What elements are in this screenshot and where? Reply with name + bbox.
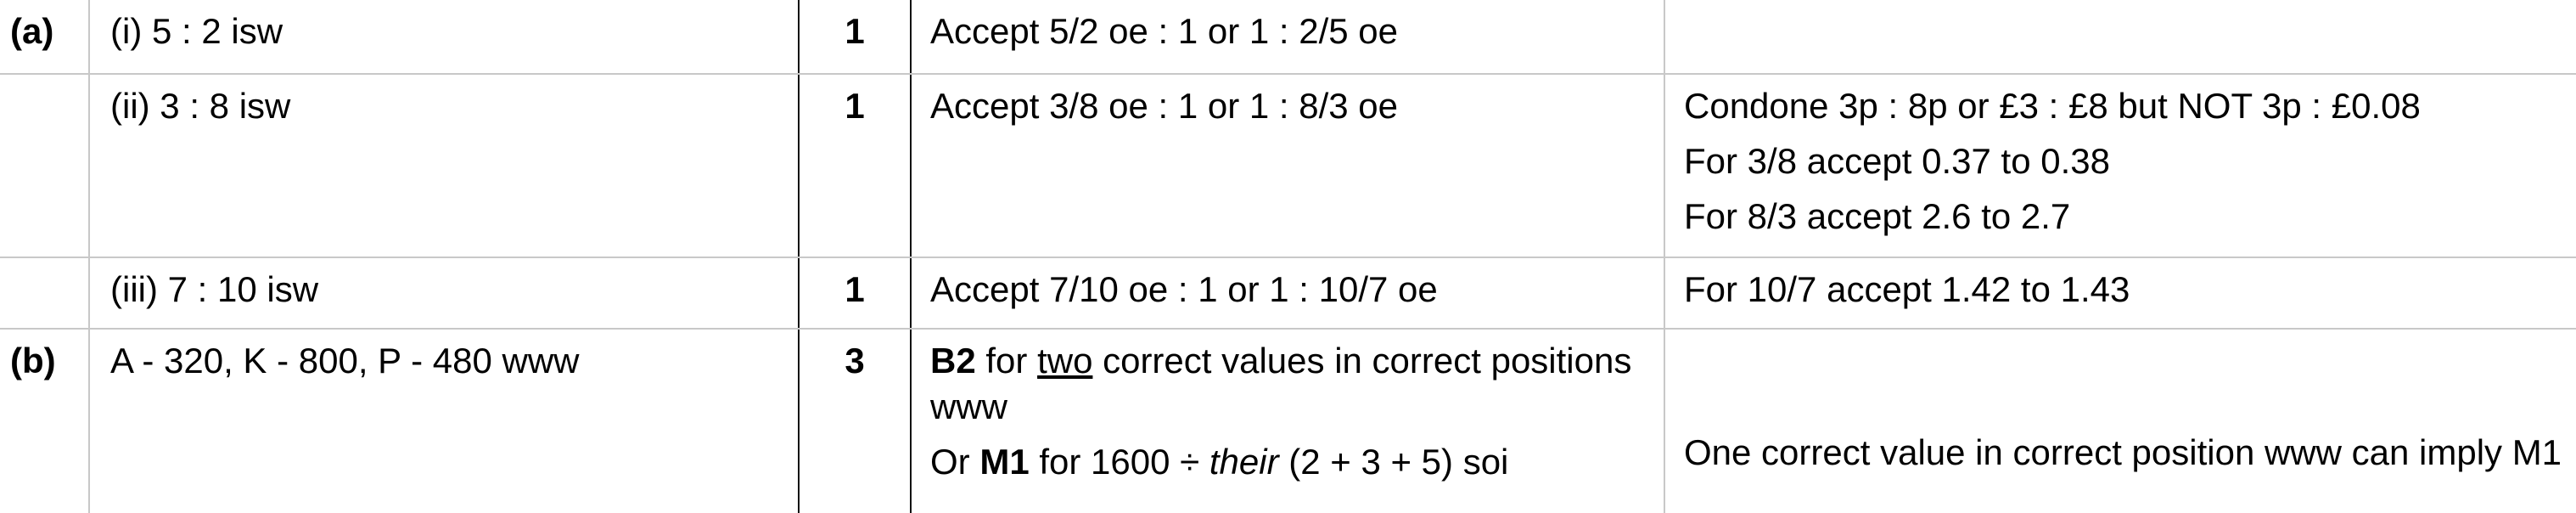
- marks-cell: 3: [799, 329, 911, 513]
- note-line: For 8/3 accept 2.6 to 2.7: [1684, 196, 2071, 236]
- note-line: For 10/7 accept 1.42 to 1.43: [1684, 269, 2130, 309]
- b2-mark-code: B2: [930, 341, 976, 381]
- part-label: [0, 74, 89, 257]
- italic-word: their: [1209, 442, 1279, 482]
- guidance-line: Accept 3/8 oe : 1 or 1 : 8/3 oe: [930, 86, 1399, 126]
- guidance-cell: [911, 329, 1664, 513]
- note-line: For 3/8 accept 0.37 to 0.38: [1684, 141, 2110, 181]
- guidance-cell: [911, 74, 1664, 257]
- notes-cell: [1664, 0, 2576, 74]
- guidance-cell: [911, 257, 1664, 329]
- guidance-line: Accept 7/10 oe : 1 or 1 : 10/7 oe: [930, 269, 1438, 309]
- table-row: [0, 257, 2576, 329]
- answer-cell: (ii) 3 : 8 isw: [89, 74, 799, 257]
- guidance-cell: [911, 0, 1664, 74]
- answer-cell: A - 320, K - 800, P - 480 www: [89, 329, 799, 513]
- answer-cell: (iii) 7 : 10 isw: [89, 257, 799, 329]
- table-row: [0, 74, 2576, 257]
- part-label: (b): [10, 341, 56, 381]
- guidance-m1-line: Or M1 for 1600 ÷ their (2 + 3 + 5) soi: [930, 442, 1509, 482]
- guidance-line: Accept 5/2 oe : 1 or 1 : 2/5 oe: [930, 11, 1399, 51]
- notes-cell: [1664, 74, 2576, 257]
- marks-cell: 1: [799, 0, 911, 74]
- marks-cell: 1: [799, 257, 911, 329]
- m1-mark-code: M1: [979, 442, 1030, 482]
- marks-cell: 1: [799, 74, 911, 257]
- answer-cell: (i) 5 : 2 isw: [89, 0, 799, 74]
- guidance-b2-line: B2 for two correct values in correct positions www: [930, 341, 1632, 426]
- note-line: Condone 3p : 8p or £3 : £8 but NOT 3p : £0.08: [1684, 86, 2421, 126]
- underlined-word: two: [1037, 341, 1093, 381]
- table-row: [0, 329, 2576, 513]
- table-row: [0, 0, 2576, 74]
- notes-cell: [1664, 329, 2576, 513]
- notes-cell: [1664, 257, 2576, 329]
- part-label: [0, 257, 89, 329]
- note-line: One correct value in correct position www can imply M1: [1684, 432, 2562, 472]
- part-label: (a): [0, 0, 89, 74]
